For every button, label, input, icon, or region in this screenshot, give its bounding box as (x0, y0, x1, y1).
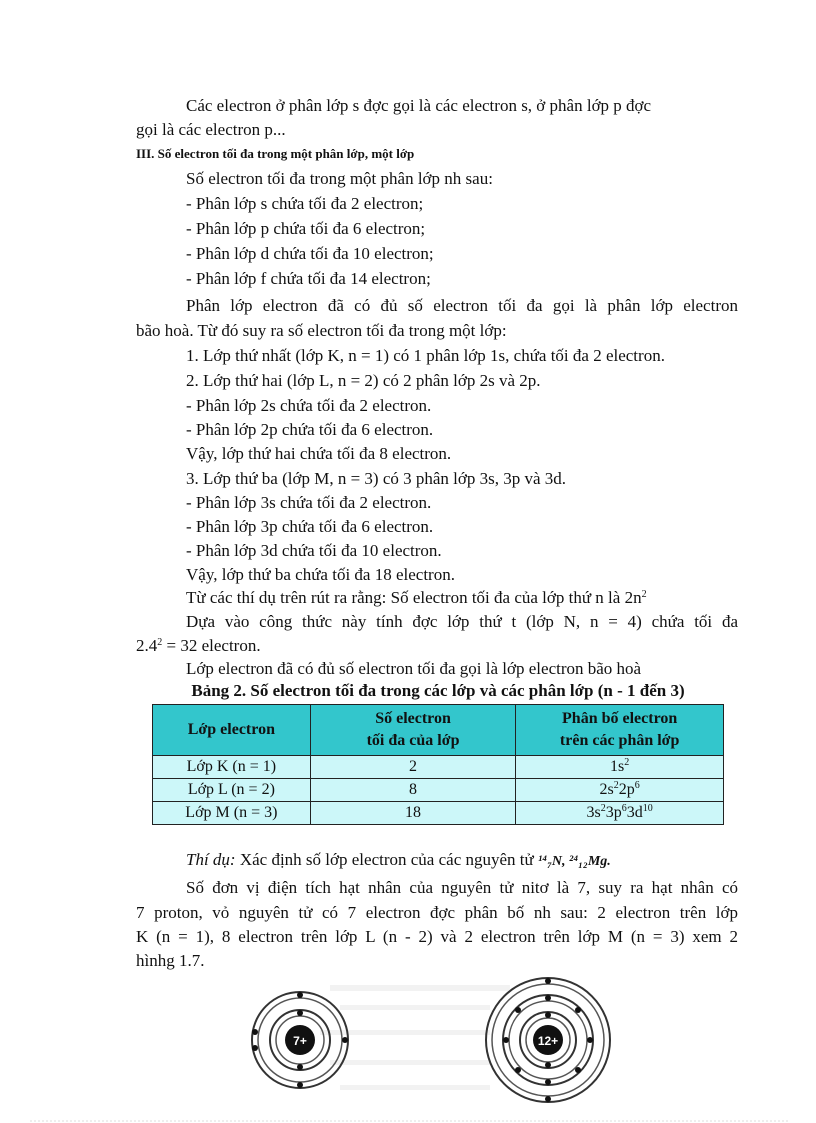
electron (297, 1010, 303, 1016)
nitrogen-atom (252, 992, 348, 1088)
paragraph-line: gọi là các electron p... (136, 120, 286, 139)
list-item: - Phân lớp 2s chứa tối đa 2 electron. (186, 396, 432, 415)
electron (545, 1096, 551, 1102)
magnesium-atom (486, 978, 610, 1102)
table-header-row (153, 705, 724, 756)
paragraph-line: 7 proton, vỏ nguyên tử có 7 electron đợc phân bố nh sau: 2 electron trên lớp (136, 903, 738, 922)
electron (252, 1045, 258, 1051)
electron (587, 1037, 593, 1043)
electron (575, 1067, 581, 1073)
paragraph-line: Các electron ở phân lớp s đợc gọi là các electron s, ở phân lớp p đợc (186, 96, 652, 115)
electron (252, 1029, 258, 1035)
list-item: 1. Lớp thứ nhất (lớp K, n = 1) có 1 phân lớp 1s, chứa tối đa 2 electron. (186, 346, 665, 365)
nucleus-label: 7+ (293, 1034, 307, 1048)
paragraph-line: $2.4^2 = 32$ electron. (136, 636, 261, 655)
list-item: 3. Lớp thứ ba (lớp M, n = 3) có 3 phân lớp 3s, 3p và 3d. (186, 469, 567, 488)
electron (515, 1007, 521, 1013)
cell-layer: Lớp L (n = 2) (153, 779, 311, 802)
electron (545, 995, 551, 1001)
list-item: - Phân lớp 3s chứa tối đa 2 electron. (186, 493, 432, 512)
cell-dist: $1s^2$ (516, 756, 724, 779)
cell-max: 18 (310, 802, 516, 825)
paragraph-line: K (n = 1), 8 electron trên lớp L (n - 2) và 2 electron trên lớp M (n = 3) xem 2 (136, 927, 738, 946)
rule-line: Từ các thí dụ trên rút ra rằng: Số electron tối đa của lớp thứ n là $2n^2$ (186, 588, 647, 607)
example-line: Thí dụ: Xác định số lớp electron của các nguyên tử ¹⁴₇N, ²⁴₁₂Mg. (186, 850, 611, 869)
list-item: - Phân lớp 2p chứa tối đa 6 electron. (186, 420, 434, 439)
list-item: - Phân lớp 3p chứa tối đa 6 electron. (186, 517, 434, 536)
list-item: Vậy, lớp thứ hai chứa tối đa 8 electron. (186, 444, 452, 463)
atom-figure (0, 965, 816, 1123)
list-item: - Phân lớp f chứa tối đa 14 electron; (186, 269, 431, 288)
cell-max: 2 (310, 756, 516, 779)
table-row (153, 779, 724, 802)
paragraph-line: Lớp electron đã có đủ số electron tối đa gọi là lớp electron bão hoà (186, 659, 642, 678)
cell-max: 8 (310, 779, 516, 802)
cell-layer: Lớp M (n = 3) (153, 802, 311, 825)
paragraph-line: Số đơn vị điện tích hạt nhân của nguyên tử nitơ là 7, suy ra hạt nhân có (186, 878, 738, 897)
electron (545, 1079, 551, 1085)
table-caption: Bảng 2. Số electron tối đa trong các lớp và các phân lớp (n - 1 đến 3) (191, 681, 685, 700)
electron (297, 1082, 303, 1088)
col-header-layer: Lớp electron (153, 705, 311, 756)
electron (297, 1064, 303, 1070)
paragraph-line: Số electron tối đa trong một phân lớp nh sau: (186, 169, 493, 188)
electron (575, 1007, 581, 1013)
col-header-dist: Phân bố electron trên các phân lớp (516, 705, 724, 756)
section-heading: III. Số electron tối đa trong một phân lớp, một lớp (136, 146, 415, 161)
cell-dist: $2s^22p^6$ (516, 779, 724, 802)
paragraph-line: Dựa vào công thức này tính đợc lớp thứ t (lớp N, n = 4) chứa tối đa (186, 612, 738, 631)
electron (297, 992, 303, 998)
electron (545, 1062, 551, 1068)
col-header-max: Số electron tối đa của lớp (310, 705, 516, 756)
paragraph-line: Phân lớp electron đã có đủ số electron tối đa gọi là phân lớp electron (186, 296, 738, 315)
electron (503, 1037, 509, 1043)
paragraph-line: hìnhg 1.7. (136, 951, 205, 970)
list-item: - Phân lớp 3d chứa tối đa 10 electron. (186, 541, 442, 560)
electron-table (152, 704, 724, 825)
paragraph-line: bão hoà. Từ đó suy ra số electron tối đa trong một lớp: (136, 321, 507, 340)
electron (515, 1067, 521, 1073)
electron (342, 1037, 348, 1043)
list-item: - Phân lớp s chứa tối đa 2 electron; (186, 194, 424, 213)
electron (545, 978, 551, 984)
list-item: - Phân lớp p chứa tối đa 6 electron; (186, 219, 426, 238)
cell-dist: $3s^23p^63d^{10}$ (516, 802, 724, 825)
nucleus-label: 12+ (537, 1034, 559, 1048)
list-item: - Phân lớp d chứa tối đa 10 electron; (186, 244, 434, 263)
table-row (153, 756, 724, 779)
list-item: Vậy, lớp thứ ba chứa tối đa 18 electron. (186, 565, 455, 584)
list-item: 2. Lớp thứ hai (lớp L, n = 2) có 2 phân lớp 2s và 2p. (186, 371, 541, 390)
electron (545, 1012, 551, 1018)
cell-layer: Lớp K (n = 1) (153, 756, 311, 779)
table-row (153, 802, 724, 825)
